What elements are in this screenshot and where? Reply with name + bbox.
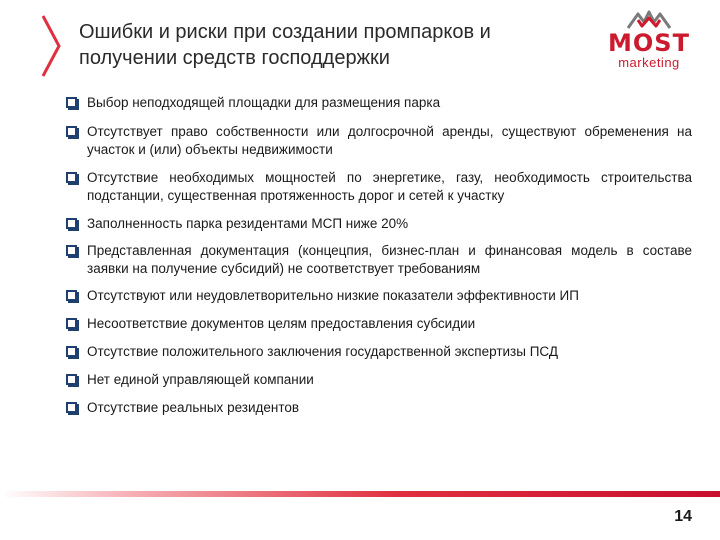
bullet-item	[66, 123, 692, 159]
chevron-right-icon	[40, 14, 62, 78]
bullet-text: Отсутствие необходимых мощностей по энергетике, газу, необходимость строительства подстанции, существенная протяженность дорог и сетей к участку	[87, 170, 692, 203]
hollow-square-bullet-icon	[66, 402, 77, 413]
footer-accent-bar	[0, 491, 720, 497]
bullet-item	[66, 399, 692, 417]
bullet-item	[66, 169, 692, 205]
house-roof-icon	[626, 8, 672, 30]
logo-main-text: MOST	[608, 29, 690, 57]
bullet-item	[66, 343, 692, 361]
hollow-square-bullet-icon	[66, 374, 77, 385]
hollow-square-bullet-icon	[66, 346, 77, 357]
bullet-item	[66, 242, 692, 278]
logo	[598, 8, 700, 70]
bullet-text: Несоответствие документов целям предоставления субсидии	[87, 316, 476, 331]
bullet-text: Заполненность парка резидентами МСП ниже 20%	[87, 216, 409, 231]
bullet-item	[66, 215, 692, 233]
hollow-square-bullet-icon	[66, 97, 77, 108]
bullet-list	[66, 94, 692, 417]
bullet-text: Отсутствие положительного заключения государственной экспертизы ПСД	[87, 344, 559, 359]
hollow-square-bullet-icon	[66, 318, 77, 329]
hollow-square-bullet-icon	[66, 218, 77, 229]
hollow-square-bullet-icon	[66, 172, 77, 183]
hollow-square-bullet-icon	[66, 245, 77, 256]
bullet-item	[66, 315, 692, 333]
hollow-square-bullet-icon	[66, 126, 77, 137]
hollow-square-bullet-icon	[66, 290, 77, 301]
bullet-text: Отсутствие реальных резидентов	[87, 400, 300, 415]
logo-sub-text: marketing	[618, 55, 680, 70]
slide-title: Ошибки и риски при создании промпарков и получении средств господдержки	[79, 21, 491, 69]
page-number: 14	[674, 508, 692, 525]
bullet-text: Отсутствует право собственности или долгосрочной аренды, существуют обременения на участок и (или) объекты недвижимости	[87, 124, 692, 157]
bullet-text: Нет единой управляющей компании	[87, 372, 314, 387]
bullet-item	[66, 94, 692, 112]
bullet-text: Выбор неподходящей площадки для размещения парка	[87, 95, 441, 110]
bullet-text: Представленная документация (концецпия, бизнес-план и финансовая модель в составе заявки на получение субсидий) не соответствует требованиям	[87, 243, 692, 276]
bullet-item	[66, 287, 692, 305]
bullet-item	[66, 371, 692, 389]
bullet-text: Отсутствуют или неудовлетворительно низкие показатели эффективности ИП	[87, 288, 579, 303]
